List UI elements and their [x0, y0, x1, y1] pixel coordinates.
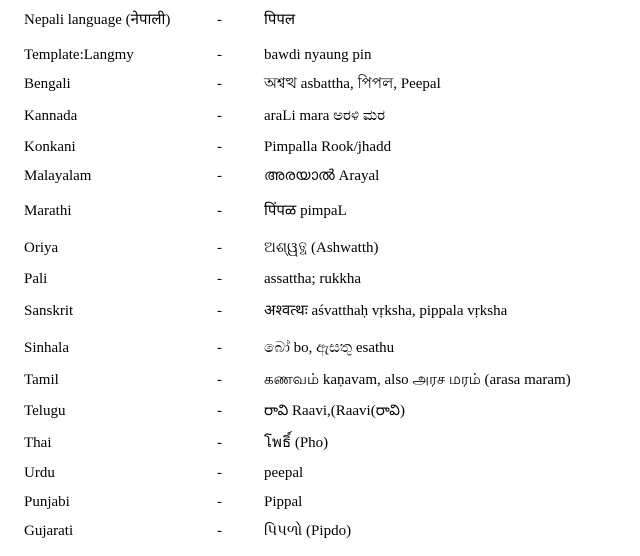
table-row	[0, 399, 640, 423]
table-row	[0, 431, 640, 455]
local-name: peepal	[264, 465, 304, 481]
table-row	[0, 164, 640, 188]
separator-dash: -	[217, 340, 222, 356]
language-label: Punjabi	[24, 494, 70, 510]
separator-dash: -	[217, 271, 222, 287]
language-label: Malayalam	[24, 168, 92, 184]
separator-dash: -	[217, 168, 222, 184]
separator-dash: -	[217, 523, 222, 539]
table-row	[0, 43, 640, 67]
local-name: Pimpalla Rook/jhadd	[264, 139, 392, 155]
language-label: Kannada	[24, 108, 78, 124]
separator-dash: -	[217, 76, 222, 92]
language-label: Nepali language (नेपाली)	[24, 12, 171, 28]
local-name: પિપળો (Pipdo)	[264, 523, 352, 539]
separator-dash: -	[217, 47, 222, 63]
local-name: bawdi nyaung pin	[264, 47, 372, 63]
local-name: බෝ bo, ඇසතු esathu	[264, 340, 395, 356]
table-row	[0, 519, 640, 543]
language-label: Thai	[24, 435, 52, 451]
table-row	[0, 135, 640, 159]
language-label: Oriya	[24, 240, 59, 256]
separator-dash: -	[217, 303, 222, 319]
table-row	[0, 461, 640, 485]
language-label: Pali	[24, 271, 48, 287]
local-name: araLi mara ಅರಳಿ ಮರ	[264, 108, 386, 124]
table-row	[0, 490, 640, 514]
local-name: రావి Raavi,(Raavi(రావి)	[264, 403, 405, 419]
separator-dash: -	[217, 494, 222, 510]
table-row	[0, 267, 640, 291]
separator-dash: -	[217, 240, 222, 256]
separator-dash: -	[217, 465, 222, 481]
language-label: Bengali	[24, 76, 71, 92]
local-name: അരയാൽ Arayal	[264, 168, 380, 184]
separator-dash: -	[217, 203, 222, 219]
separator-dash: -	[217, 435, 222, 451]
local-name: पिंपळ pimpaL	[264, 203, 347, 219]
language-label: Sanskrit	[24, 303, 74, 319]
table-row	[0, 236, 640, 260]
local-name: ଅଶ୍ୱତ୍ଥ (Ashwatth)	[264, 240, 379, 256]
local-name: assattha; rukkha	[264, 271, 362, 287]
table-row	[0, 72, 640, 96]
language-label: Telugu	[24, 403, 66, 419]
language-label: Marathi	[24, 203, 72, 219]
local-name: โพธิ์ (Pho)	[264, 435, 329, 451]
table-row	[0, 199, 640, 223]
table-row	[0, 368, 640, 392]
table-row	[0, 8, 640, 32]
language-label: Urdu	[24, 465, 55, 481]
language-label: Sinhala	[24, 340, 69, 356]
local-name: पिपल	[264, 12, 296, 28]
separator-dash: -	[217, 108, 222, 124]
separator-dash: -	[217, 139, 222, 155]
table-row	[0, 104, 640, 128]
local-name: Pippal	[264, 494, 303, 510]
language-label: Gujarati	[24, 523, 74, 539]
language-label: Konkani	[24, 139, 76, 155]
separator-dash: -	[217, 12, 222, 28]
language-label: Tamil	[24, 372, 59, 388]
table-row	[0, 336, 640, 360]
separator-dash: -	[217, 403, 222, 419]
language-label: Template:Langmy	[24, 47, 134, 63]
separator-dash: -	[217, 372, 222, 388]
local-name: অশ্বত্থ asbattha, পিপল, Peepal	[264, 76, 441, 92]
local-name: अश्वत्थः aśvatthaḥ vṛksha, pippala vṛksha	[264, 303, 508, 319]
table-row	[0, 299, 640, 323]
local-name: கணவம் kaṇavam, also அரச மரம் (arasa maram)	[264, 372, 571, 388]
